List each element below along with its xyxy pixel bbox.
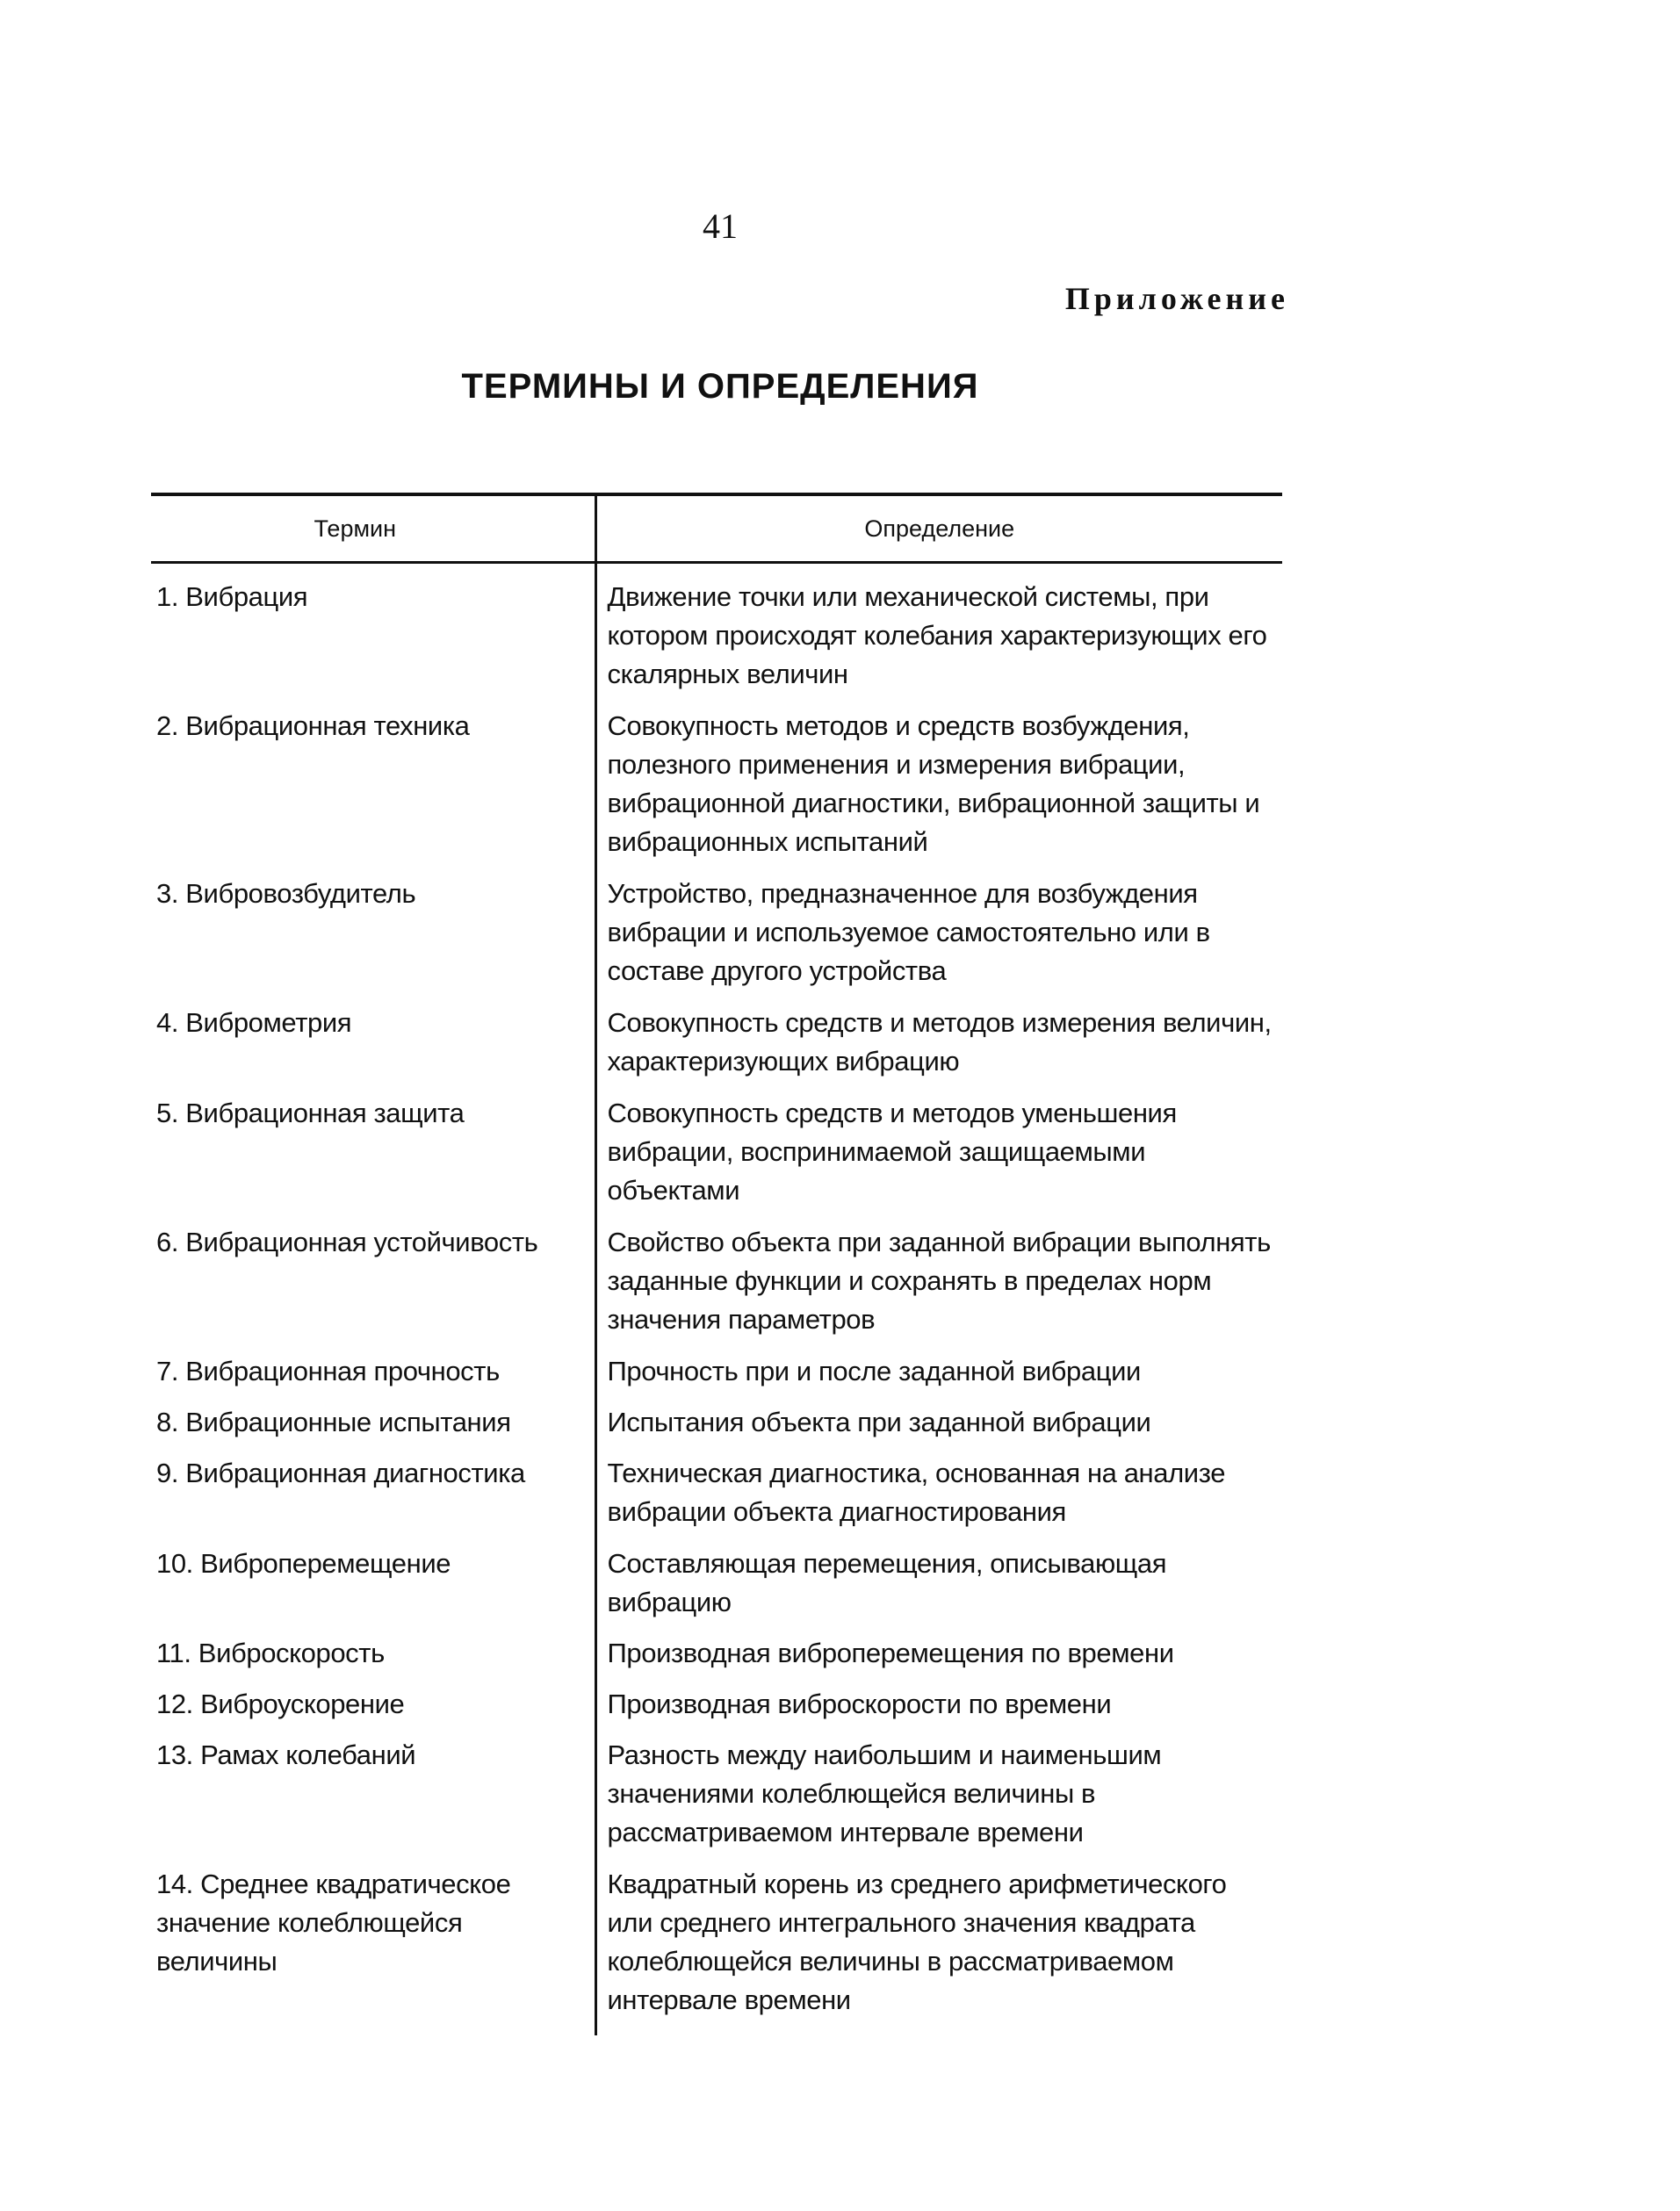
table-row [151, 1352, 1282, 1403]
term-cell: 14. Среднее квадратическое значение колеблющейся величины [156, 1869, 511, 1977]
table-row [151, 875, 1282, 1004]
page-number: 41 [703, 206, 738, 246]
header-row [151, 494, 1282, 563]
definition-cell: Совокупность средств и методов уменьшения вибрации, воспринимаемой защищаемыми объектами [595, 1094, 1282, 1223]
table-row [151, 1736, 1282, 1865]
table-row [151, 1545, 1282, 1634]
table-header [151, 494, 1282, 563]
definition-cell: Производная виброскорости по времени [595, 1685, 1282, 1736]
table-row [151, 1865, 1282, 2035]
term-cell: 2. Вибрационная техника [156, 710, 470, 741]
table-row [151, 1685, 1282, 1736]
term-cell: 3. Вибровозбудитель [156, 878, 416, 909]
table-row [151, 1004, 1282, 1094]
term-cell: 10. Виброперемещение [156, 1548, 451, 1579]
definition-cell: Составляющая перемещения, описывающая вибрацию [595, 1545, 1282, 1634]
term-cell: 11. Виброскорость [156, 1638, 385, 1668]
term-cell: 4. Виброметрия [156, 1007, 352, 1038]
definition-cell: Совокупность средств и методов измерения величин, характеризующих вибрацию [595, 1004, 1282, 1094]
definition-cell: Совокупность методов и средств возбуждения, полезного применения и измерения вибрации, вибрационной диагностики, вибрационной защиты и вибрационных испытаний [595, 707, 1282, 875]
table-body [151, 563, 1282, 2036]
term-cell: 13. Рамах колебаний [156, 1739, 416, 1770]
table-row [151, 1403, 1282, 1454]
definition-cell: Производная виброперемещения по времени [595, 1634, 1282, 1685]
table-row [151, 1223, 1282, 1352]
definition-cell: Движение точки или механической системы, при котором происходят колебания характеризующих его скалярных величин [595, 563, 1282, 708]
terms-table [151, 493, 1282, 2035]
header-definition: Определение [595, 494, 1282, 563]
definition-cell: Испытания объекта при заданной вибрации [595, 1403, 1282, 1454]
header-term: Термин [151, 494, 595, 563]
definition-cell: Техническая диагностика, основанная на анализе вибрации объекта диагностирования [595, 1454, 1282, 1545]
definition-cell: Свойство объекта при заданной вибрации выполнять заданные функции и сохранять в пределах норм значения параметров [595, 1223, 1282, 1352]
term-cell: 5. Вибрационная защита [156, 1098, 465, 1128]
table-row [151, 1454, 1282, 1545]
definition-cell: Квадратный корень из среднего арифметического или среднего интегрального значения квадрата колеблющейся величины в рассматриваемом интервале времени [595, 1865, 1282, 2035]
definition-cell: Устройство, предназначенное для возбуждения вибрации и используемое самостоятельно или в составе другого устройства [595, 875, 1282, 1004]
table-row [151, 707, 1282, 875]
term-cell: 6. Вибрационная устойчивость [156, 1227, 538, 1257]
table-row [151, 1094, 1282, 1223]
table-row [151, 1634, 1282, 1685]
page-title: ТЕРМИНЫ И ОПРЕДЕЛЕНИЯ [461, 367, 979, 406]
definition-cell: Разность между наибольшим и наименьшим значениями колеблющейся величины в рассматриваемом интервале времени [595, 1736, 1282, 1865]
term-cell: 12. Виброускорение [156, 1689, 405, 1719]
term-cell: 8. Вибрационные испытания [156, 1407, 511, 1437]
definition-cell: Прочность при и после заданной вибрации [595, 1352, 1282, 1403]
term-cell: 9. Вибрационная диагностика [156, 1458, 525, 1488]
table-row [151, 563, 1282, 708]
term-cell: 1. Вибрация [156, 581, 308, 612]
appendix-label: Приложение [1064, 281, 1289, 316]
term-cell: 7. Вибрационная прочность [156, 1356, 500, 1386]
